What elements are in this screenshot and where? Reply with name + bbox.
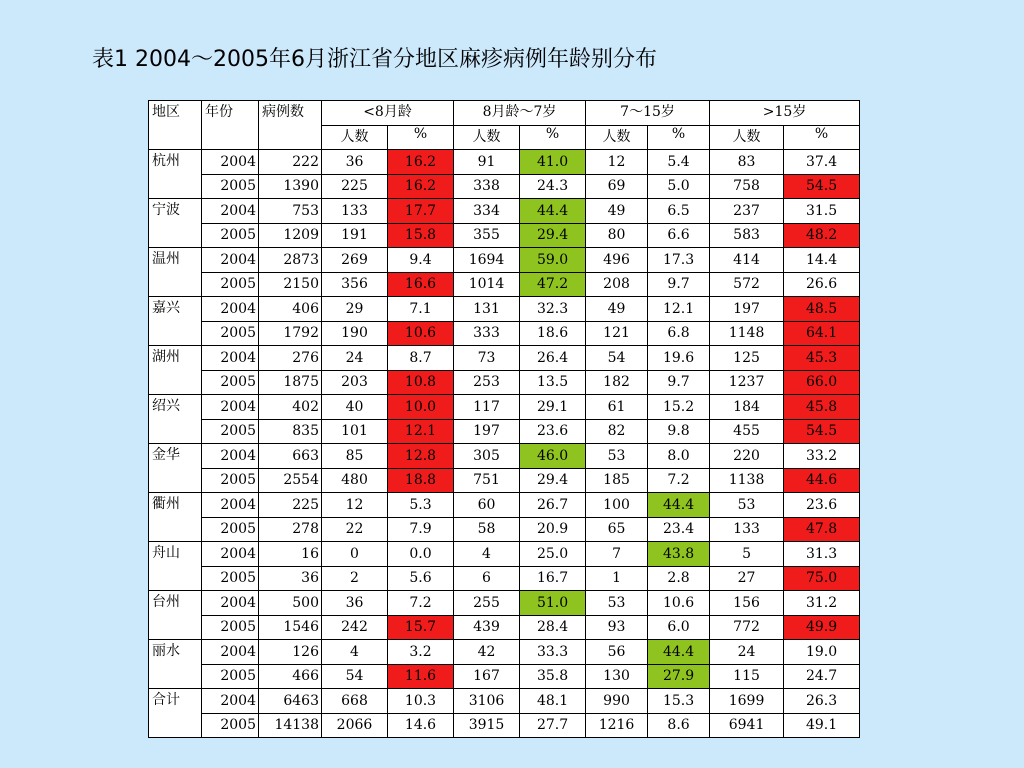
count-cell: 1148 [710, 321, 784, 346]
count-cell: 131 [454, 297, 520, 322]
count-cell: 355 [454, 223, 520, 248]
count-cell: 583 [710, 223, 784, 248]
pct-cell: 44.4 [648, 640, 710, 665]
year-cell: 2004 [202, 150, 259, 175]
count-cell: 772 [710, 615, 784, 640]
region-cell: 丽水 [149, 640, 202, 689]
cases-cell: 663 [259, 444, 322, 469]
cases-cell: 500 [259, 591, 322, 616]
pct-cell: 12.8 [388, 444, 454, 469]
count-cell: 61 [586, 395, 648, 420]
header-sub-pct: % [388, 125, 454, 150]
cases-cell: 1875 [259, 370, 322, 395]
count-cell: 40 [322, 395, 388, 420]
count-cell: 53 [586, 444, 648, 469]
pct-cell: 8.0 [648, 444, 710, 469]
count-cell: 3915 [454, 713, 520, 738]
table-row [149, 395, 860, 420]
count-cell: 237 [710, 199, 784, 224]
pct-cell: 45.3 [784, 346, 860, 371]
header-sub-count: 人数 [710, 125, 784, 150]
cases-cell: 1546 [259, 615, 322, 640]
year-cell: 2004 [202, 689, 259, 714]
count-cell: 5 [710, 542, 784, 567]
pct-cell: 17.7 [388, 199, 454, 224]
cases-cell: 1390 [259, 174, 322, 199]
pct-cell: 15.8 [388, 223, 454, 248]
pct-cell: 13.5 [520, 370, 586, 395]
pct-cell: 19.0 [784, 640, 860, 665]
pct-cell: 44.4 [520, 199, 586, 224]
header-sub-pct: % [648, 125, 710, 150]
pct-cell: 48.2 [784, 223, 860, 248]
year-cell: 2005 [202, 272, 259, 297]
header-group-7-15y: 7～15岁 [586, 101, 710, 126]
year-cell: 2005 [202, 223, 259, 248]
pct-cell: 31.3 [784, 542, 860, 567]
count-cell: 208 [586, 272, 648, 297]
count-cell: 133 [710, 517, 784, 542]
table-row [149, 664, 860, 689]
pct-cell: 12.1 [388, 419, 454, 444]
cases-cell: 1792 [259, 321, 322, 346]
count-cell: 60 [454, 493, 520, 518]
count-cell: 49 [586, 199, 648, 224]
pct-cell: 49.9 [784, 615, 860, 640]
count-cell: 668 [322, 689, 388, 714]
count-cell: 85 [322, 444, 388, 469]
table-row [149, 468, 860, 493]
cases-cell: 126 [259, 640, 322, 665]
pct-cell: 66.0 [784, 370, 860, 395]
pct-cell: 45.8 [784, 395, 860, 420]
pct-cell: 64.1 [784, 321, 860, 346]
pct-cell: 16.2 [388, 174, 454, 199]
count-cell: 91 [454, 150, 520, 175]
count-cell: 1 [586, 566, 648, 591]
count-cell: 191 [322, 223, 388, 248]
count-cell: 197 [454, 419, 520, 444]
count-cell: 225 [322, 174, 388, 199]
count-cell: 6941 [710, 713, 784, 738]
pct-cell: 7.1 [388, 297, 454, 322]
pct-cell: 27.7 [520, 713, 586, 738]
pct-cell: 8.7 [388, 346, 454, 371]
header-group-8m-7y: 8月龄～7岁 [454, 101, 586, 126]
pct-cell: 33.2 [784, 444, 860, 469]
pct-cell: 44.4 [648, 493, 710, 518]
count-cell: 156 [710, 591, 784, 616]
count-cell: 82 [586, 419, 648, 444]
table-row [149, 517, 860, 542]
pct-cell: 7.2 [648, 468, 710, 493]
header-sub-count: 人数 [322, 125, 388, 150]
pct-cell: 12.1 [648, 297, 710, 322]
pct-cell: 29.4 [520, 468, 586, 493]
count-cell: 253 [454, 370, 520, 395]
year-cell: 2004 [202, 346, 259, 371]
cases-cell: 225 [259, 493, 322, 518]
count-cell: 83 [710, 150, 784, 175]
count-cell: 1138 [710, 468, 784, 493]
count-cell: 496 [586, 248, 648, 273]
count-cell: 182 [586, 370, 648, 395]
cases-cell: 6463 [259, 689, 322, 714]
pct-cell: 26.6 [784, 272, 860, 297]
year-cell: 2004 [202, 395, 259, 420]
pct-cell: 9.8 [648, 419, 710, 444]
table-row [149, 346, 860, 371]
count-cell: 12 [586, 150, 648, 175]
pct-cell: 54.5 [784, 419, 860, 444]
year-cell: 2005 [202, 419, 259, 444]
cases-cell: 36 [259, 566, 322, 591]
count-cell: 36 [322, 150, 388, 175]
year-cell: 2005 [202, 664, 259, 689]
pct-cell: 24.3 [520, 174, 586, 199]
table-row [149, 566, 860, 591]
table-row [149, 542, 860, 567]
count-cell: 29 [322, 297, 388, 322]
count-cell: 100 [586, 493, 648, 518]
count-cell: 2 [322, 566, 388, 591]
table-row [149, 444, 860, 469]
count-cell: 101 [322, 419, 388, 444]
pct-cell: 15.3 [648, 689, 710, 714]
count-cell: 54 [586, 346, 648, 371]
cases-cell: 835 [259, 419, 322, 444]
count-cell: 333 [454, 321, 520, 346]
pct-cell: 35.8 [520, 664, 586, 689]
pct-cell: 2.8 [648, 566, 710, 591]
count-cell: 24 [322, 346, 388, 371]
year-cell: 2004 [202, 591, 259, 616]
pct-cell: 48.5 [784, 297, 860, 322]
cases-cell: 278 [259, 517, 322, 542]
count-cell: 0 [322, 542, 388, 567]
region-cell: 合计 [149, 689, 202, 738]
count-cell: 1699 [710, 689, 784, 714]
year-cell: 2005 [202, 566, 259, 591]
header-sub-count: 人数 [454, 125, 520, 150]
count-cell: 269 [322, 248, 388, 273]
count-cell: 7 [586, 542, 648, 567]
pct-cell: 17.3 [648, 248, 710, 273]
year-cell: 2005 [202, 468, 259, 493]
count-cell: 69 [586, 174, 648, 199]
count-cell: 184 [710, 395, 784, 420]
count-cell: 49 [586, 297, 648, 322]
pct-cell: 19.6 [648, 346, 710, 371]
count-cell: 220 [710, 444, 784, 469]
pct-cell: 24.7 [784, 664, 860, 689]
data-table-wrapper [148, 100, 859, 738]
region-cell: 台州 [149, 591, 202, 640]
year-cell: 2005 [202, 370, 259, 395]
header-region: 地区 [149, 101, 202, 150]
table-row [149, 150, 860, 175]
pct-cell: 47.8 [784, 517, 860, 542]
cases-cell: 402 [259, 395, 322, 420]
count-cell: 758 [710, 174, 784, 199]
pct-cell: 54.5 [784, 174, 860, 199]
count-cell: 4 [454, 542, 520, 567]
pct-cell: 23.6 [520, 419, 586, 444]
count-cell: 2066 [322, 713, 388, 738]
region-cell: 嘉兴 [149, 297, 202, 346]
count-cell: 6 [454, 566, 520, 591]
cases-cell: 406 [259, 297, 322, 322]
count-cell: 133 [322, 199, 388, 224]
pct-cell: 31.2 [784, 591, 860, 616]
region-cell: 杭州 [149, 150, 202, 199]
year-cell: 2005 [202, 615, 259, 640]
table-row [149, 174, 860, 199]
count-cell: 80 [586, 223, 648, 248]
pct-cell: 6.6 [648, 223, 710, 248]
pct-cell: 20.9 [520, 517, 586, 542]
pct-cell: 16.2 [388, 150, 454, 175]
pct-cell: 7.2 [388, 591, 454, 616]
year-cell: 2005 [202, 517, 259, 542]
table-row [149, 248, 860, 273]
pct-cell: 23.4 [648, 517, 710, 542]
count-cell: 53 [710, 493, 784, 518]
cases-cell: 1209 [259, 223, 322, 248]
table-row [149, 591, 860, 616]
count-cell: 572 [710, 272, 784, 297]
count-cell: 255 [454, 591, 520, 616]
count-cell: 36 [322, 591, 388, 616]
pct-cell: 31.5 [784, 199, 860, 224]
pct-cell: 32.3 [520, 297, 586, 322]
pct-cell: 49.1 [784, 713, 860, 738]
header-sub-count: 人数 [586, 125, 648, 150]
header-sub-pct: % [784, 125, 860, 150]
region-cell: 舟山 [149, 542, 202, 591]
count-cell: 338 [454, 174, 520, 199]
pct-cell: 10.0 [388, 395, 454, 420]
year-cell: 2004 [202, 493, 259, 518]
pct-cell: 5.6 [388, 566, 454, 591]
count-cell: 93 [586, 615, 648, 640]
pct-cell: 26.4 [520, 346, 586, 371]
year-cell: 2005 [202, 713, 259, 738]
pct-cell: 10.6 [388, 321, 454, 346]
count-cell: 167 [454, 664, 520, 689]
region-cell: 宁波 [149, 199, 202, 248]
table-row [149, 321, 860, 346]
year-cell: 2004 [202, 640, 259, 665]
cases-cell: 2150 [259, 272, 322, 297]
table-row [149, 297, 860, 322]
table-row [149, 689, 860, 714]
year-cell: 2004 [202, 248, 259, 273]
pct-cell: 5.4 [648, 150, 710, 175]
cases-cell: 2554 [259, 468, 322, 493]
year-cell: 2005 [202, 321, 259, 346]
pct-cell: 6.0 [648, 615, 710, 640]
pct-cell: 0.0 [388, 542, 454, 567]
pct-cell: 14.6 [388, 713, 454, 738]
pct-cell: 44.6 [784, 468, 860, 493]
header-year: 年份 [202, 101, 259, 150]
table-row [149, 493, 860, 518]
region-cell: 绍兴 [149, 395, 202, 444]
pct-cell: 6.8 [648, 321, 710, 346]
count-cell: 1694 [454, 248, 520, 273]
count-cell: 242 [322, 615, 388, 640]
region-cell: 衢州 [149, 493, 202, 542]
cases-cell: 14138 [259, 713, 322, 738]
year-cell: 2004 [202, 199, 259, 224]
header-group-under-8m: <8月龄 [322, 101, 454, 126]
year-cell: 2005 [202, 174, 259, 199]
table-row [149, 370, 860, 395]
year-cell: 2004 [202, 542, 259, 567]
pct-cell: 10.8 [388, 370, 454, 395]
count-cell: 24 [710, 640, 784, 665]
count-cell: 58 [454, 517, 520, 542]
cases-cell: 753 [259, 199, 322, 224]
header-group-over-15y: >15岁 [710, 101, 860, 126]
count-cell: 115 [710, 664, 784, 689]
pct-cell: 25.0 [520, 542, 586, 567]
pct-cell: 15.7 [388, 615, 454, 640]
table-row [149, 223, 860, 248]
count-cell: 356 [322, 272, 388, 297]
pct-cell: 29.4 [520, 223, 586, 248]
count-cell: 334 [454, 199, 520, 224]
count-cell: 22 [322, 517, 388, 542]
table-row [149, 419, 860, 444]
count-cell: 125 [710, 346, 784, 371]
pct-cell: 16.6 [388, 272, 454, 297]
measles-age-table [148, 100, 860, 738]
table-row [149, 640, 860, 665]
header-sub-pct: % [520, 125, 586, 150]
pct-cell: 26.7 [520, 493, 586, 518]
pct-cell: 46.0 [520, 444, 586, 469]
count-cell: 439 [454, 615, 520, 640]
count-cell: 65 [586, 517, 648, 542]
pct-cell: 33.3 [520, 640, 586, 665]
region-cell: 金华 [149, 444, 202, 493]
pct-cell: 14.4 [784, 248, 860, 273]
pct-cell: 15.2 [648, 395, 710, 420]
count-cell: 414 [710, 248, 784, 273]
pct-cell: 9.7 [648, 370, 710, 395]
count-cell: 121 [586, 321, 648, 346]
pct-cell: 18.8 [388, 468, 454, 493]
count-cell: 751 [454, 468, 520, 493]
pct-cell: 75.0 [784, 566, 860, 591]
count-cell: 42 [454, 640, 520, 665]
pct-cell: 59.0 [520, 248, 586, 273]
pct-cell: 7.9 [388, 517, 454, 542]
pct-cell: 48.1 [520, 689, 586, 714]
count-cell: 4 [322, 640, 388, 665]
cases-cell: 16 [259, 542, 322, 567]
count-cell: 480 [322, 468, 388, 493]
pct-cell: 23.6 [784, 493, 860, 518]
pct-cell: 10.3 [388, 689, 454, 714]
count-cell: 1237 [710, 370, 784, 395]
table-row [149, 272, 860, 297]
count-cell: 117 [454, 395, 520, 420]
count-cell: 3106 [454, 689, 520, 714]
count-cell: 12 [322, 493, 388, 518]
cases-cell: 222 [259, 150, 322, 175]
count-cell: 53 [586, 591, 648, 616]
pct-cell: 11.6 [388, 664, 454, 689]
header-row-groups [149, 101, 860, 126]
year-cell: 2004 [202, 444, 259, 469]
table-row [149, 615, 860, 640]
count-cell: 1014 [454, 272, 520, 297]
table-row [149, 713, 860, 738]
count-cell: 73 [454, 346, 520, 371]
pct-cell: 26.3 [784, 689, 860, 714]
cases-cell: 2873 [259, 248, 322, 273]
count-cell: 305 [454, 444, 520, 469]
count-cell: 130 [586, 664, 648, 689]
pct-cell: 47.2 [520, 272, 586, 297]
pct-cell: 10.6 [648, 591, 710, 616]
count-cell: 54 [322, 664, 388, 689]
slide-title: 表1 2004～2005年6月浙江省分地区麻疹病例年龄别分布 [92, 47, 657, 72]
header-cases: 病例数 [259, 101, 322, 150]
pct-cell: 43.8 [648, 542, 710, 567]
pct-cell: 5.0 [648, 174, 710, 199]
pct-cell: 16.7 [520, 566, 586, 591]
count-cell: 197 [710, 297, 784, 322]
count-cell: 203 [322, 370, 388, 395]
cases-cell: 276 [259, 346, 322, 371]
pct-cell: 18.6 [520, 321, 586, 346]
count-cell: 190 [322, 321, 388, 346]
year-cell: 2004 [202, 297, 259, 322]
count-cell: 455 [710, 419, 784, 444]
pct-cell: 5.3 [388, 493, 454, 518]
pct-cell: 41.0 [520, 150, 586, 175]
count-cell: 56 [586, 640, 648, 665]
pct-cell: 28.4 [520, 615, 586, 640]
count-cell: 27 [710, 566, 784, 591]
pct-cell: 9.4 [388, 248, 454, 273]
region-cell: 温州 [149, 248, 202, 297]
pct-cell: 9.7 [648, 272, 710, 297]
pct-cell: 27.9 [648, 664, 710, 689]
count-cell: 1216 [586, 713, 648, 738]
count-cell: 990 [586, 689, 648, 714]
pct-cell: 8.6 [648, 713, 710, 738]
cases-cell: 466 [259, 664, 322, 689]
pct-cell: 3.2 [388, 640, 454, 665]
region-cell: 湖州 [149, 346, 202, 395]
pct-cell: 51.0 [520, 591, 586, 616]
table-row [149, 199, 860, 224]
pct-cell: 29.1 [520, 395, 586, 420]
count-cell: 185 [586, 468, 648, 493]
pct-cell: 37.4 [784, 150, 860, 175]
pct-cell: 6.5 [648, 199, 710, 224]
